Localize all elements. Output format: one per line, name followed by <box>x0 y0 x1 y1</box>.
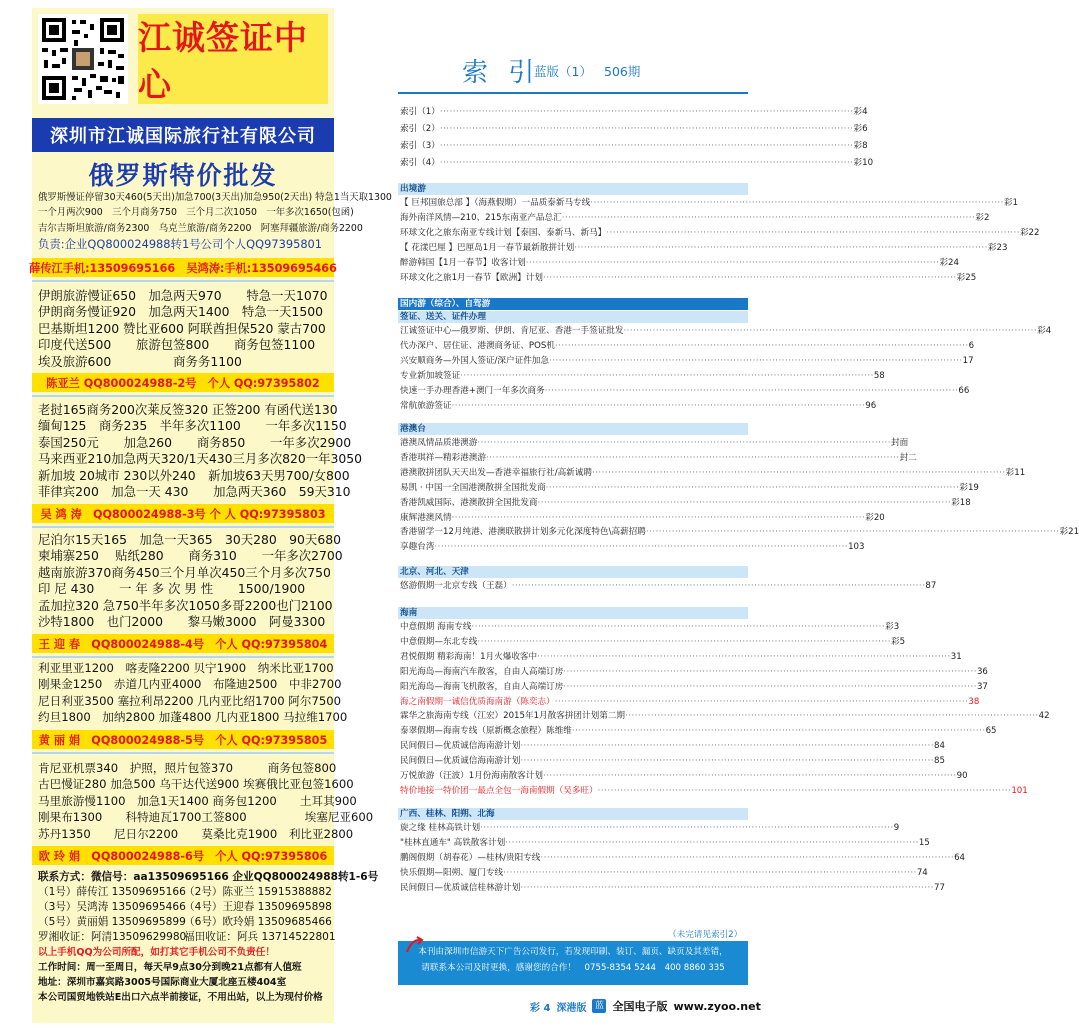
toc-row[interactable]: 民间假日—优质诚信海南游计划 ····· 85 <box>400 755 742 768</box>
contact-text: 黄 丽 娟 QQ800024988-5号 个人 QQ:97395805 <box>38 733 328 747</box>
toc-row[interactable]: 兴安顺商务—外国人签证/深户证件加急 ····· 17 <box>400 355 742 368</box>
section-guangxi: 广西、桂林、阳朔、北海 <box>398 808 748 820</box>
price-line: 柬埔寨250 贴纸280 商务310 一年多次2700 <box>38 548 343 564</box>
toc-row[interactable]: 中意假期—东北专线 ····· 彩5 <box>400 636 742 649</box>
contacts-head: 联系方式：微信号：aa13509695166 企业QQ800024988转1-6号 <box>38 871 379 883</box>
index-title: 索 引 <box>462 58 541 88</box>
toc-row[interactable]: 港澳凤情品质港澳游 ····· 封面 <box>400 437 742 450</box>
price-line: 吉尔吉斯坦旅游/商务2300 乌克兰旅游/商务2200 阿塞拜疆旅游/商务2200 <box>38 222 363 234</box>
toc-row[interactable]: "桂林直通车" 高铁散客计划 ····· 15 <box>400 837 742 850</box>
toc-row[interactable]: 霖华之旅海南专线（江宏）2015年1月散客拼团计划第二期 ····· 42 <box>400 710 742 723</box>
toc-guangxi <box>400 822 966 895</box>
toc-row[interactable]: 易凯 · 中国一全国港澳散拼全国批发商 ····· 彩19 <box>400 482 742 495</box>
contact-text: 王 迎 春 QQ800024988-4号 个人 QQ:97395804 <box>38 637 328 651</box>
contact-text: 薛传江手机:13509695166 吴鸿涛:手机:13509695466 <box>29 261 337 275</box>
contact-bar-2 <box>32 373 334 392</box>
price-line: 苏丹1350 尼日尔2200 莫桑比克1900 利比亚2800 <box>38 826 354 841</box>
contact-text: 欧 玲 娟 QQ800024988-6号 个人 QQ:97395806 <box>38 849 328 863</box>
toc-row[interactable]: 海外南洋风情—210、215东南亚产品总汇 ····· 彩2 <box>400 212 742 225</box>
toc-outbound <box>400 197 1040 284</box>
brand-box <box>138 14 328 104</box>
contact-bar-5 <box>32 730 334 749</box>
page-footer <box>530 998 761 1014</box>
toc-row[interactable]: 索引（3） ····· 彩8 <box>400 140 742 153</box>
price-line: 尼泊尔15天165 加急一天365 30天280 90天680 <box>38 532 341 547</box>
price-line: 巴基斯坦1200 赞比亚600 阿联酋担保520 蒙古700 <box>38 320 326 336</box>
toc-row[interactable]: 君悦假期 精彩海南！1月火爆收客中 ····· 31 <box>400 651 742 664</box>
section-domestic: 国内游（综合）、自驾游 <box>398 298 748 310</box>
toc-row[interactable]: 索引（1） ····· 彩4 <box>400 106 742 119</box>
toc-row[interactable]: 旋之缘 桂林高铁计划 ····· 9 <box>400 822 742 835</box>
toc-row[interactable]: 阳光海岛—海南汽车散客，自由人高端订房 ····· 36 <box>400 666 742 679</box>
brand-title: 江诚签证中心 <box>138 18 308 104</box>
price-line: 伊朗商务慢证920 加急两天1400 特急一天1500 <box>38 304 323 320</box>
notice-line: 本公司国贸地铁站E出口六点半前接证，不用出站，以上为现付价格 <box>38 992 323 1003</box>
section-north: 北京、河北、天津 <box>398 566 748 578</box>
toc-row[interactable]: 环球文化之旅东南亚专线计划【泰国、泰新马、新马】 ····· 彩22 <box>400 227 742 240</box>
toc-row-highlight[interactable]: 海之南假期一诚信优质海南游（陈奕志） ····· 38 <box>400 696 742 709</box>
section-outbound: 出境游 <box>398 183 748 195</box>
contact-row: （1号）薛传江 13509695166 （2号）陈亚兰 15915388882 <box>38 886 332 898</box>
continued-note: （未完请见索引2） <box>668 930 743 940</box>
toc-row[interactable]: 醉游韩国【1月一春节】收客计划 ····· 彩24 <box>400 257 742 270</box>
divider <box>32 752 334 754</box>
toc-hainan <box>400 621 1050 798</box>
contact-list <box>38 870 379 1005</box>
notice-line: 地址：深圳市嘉宾路3005号国际商业大厦北座五楼404室 <box>38 977 287 988</box>
toc-hkmacau <box>400 437 1079 554</box>
contact-bar-4 <box>32 634 334 653</box>
index-issue: 506期 <box>604 64 641 79</box>
africa-prices <box>38 660 348 726</box>
toc-row[interactable]: 民间假日—优质诚信桂林游计划 ····· 77 <box>400 882 742 895</box>
section-hainan: 海南 <box>398 607 748 619</box>
qr-code <box>38 14 128 104</box>
price-line: 印度代送500 旅游包签800 商务包签1100 <box>38 337 316 353</box>
notice-line: 工作时间：周一至周日，每天早9点30分到晚21点都有人值班 <box>38 962 302 973</box>
price-line: 印 尼 430 一 年 多 次 男 性 1500/1900 <box>38 581 306 597</box>
toc-row[interactable]: 专业新加坡签证 ····· 58 <box>400 370 742 383</box>
toc-row[interactable]: 索引（4） ····· 彩10 <box>400 157 742 170</box>
price-line: 菲律宾200 加急一天 430 加急两天360 59天310 <box>38 484 351 500</box>
toc-row[interactable]: 港澳散拼团队天天出发—香港幸福旅行社/高新诚聘 ····· 彩11 <box>400 467 742 480</box>
contact-row: （5号）黄丽娟 13509695899 （6号）欧玲娟 13509685466 <box>38 916 332 928</box>
price-line: 缅甸125 商务235 半年多次1100 一年多次1150 <box>38 418 347 434</box>
toc-row[interactable]: 【 花漾巴厘 】巴厘岛1月一春节最新散拼计划 ····· 彩23 <box>400 242 742 255</box>
toc-row[interactable]: 鹏阁假期（胡春花）—桂林/贵阳专线 ····· 64 <box>400 852 742 865</box>
price-line: 俄罗斯慢证停留30天460(5天出)加急700(3天出)加急950(2天出) 特急1当天取1300 <box>38 192 392 203</box>
divider <box>32 526 334 528</box>
section-visa: 签证、送关、证件办理 <box>398 311 748 323</box>
contact-row: 罗湘收证：阿清13509629980 福田收证：阿兵 13714522801 <box>38 931 336 943</box>
toc-row[interactable]: 江诚签证中心—俄罗斯、伊朗、肯尼亚、香港一手签证批发 ····· 彩4 <box>400 325 742 338</box>
price-line: 肯尼亚机票340 护照，照片包签370 商务包签800 <box>38 761 337 775</box>
toc-row[interactable]: 索引（2） ····· 彩6 <box>400 123 742 136</box>
toc-row[interactable]: 民间假日—优质诚信海南游计划 ····· 84 <box>400 740 742 753</box>
contact-text: 陈亚兰 QQ800024988-2号 个人 QQ:97395802 <box>46 376 320 390</box>
company-bar <box>32 118 334 152</box>
toc-row[interactable]: 万悦旅游（汪波）1月份海南散客计划 ····· 90 <box>400 770 742 783</box>
toc-row-highlight[interactable]: 特价地接一特价团一最点全包一海南假期（吴多旺） ····· 101 <box>400 785 742 798</box>
contact-row: （3号）吴鸿涛 13509695466 （4号）王迎春 13509695898 <box>38 901 332 913</box>
kenya-prices <box>38 760 374 842</box>
toc-row[interactable]: 环球文化之旅1月一春节【欧洲】计划 ····· 彩25 <box>400 272 742 285</box>
footer-notice-line: 本刊由深圳市信游天下广告公司发行，若发现印刷、装订、漏页、缺页及其差错， <box>418 947 728 957</box>
price-line: 马来西亚210加急两天320/1天430三月多次820一年3050 <box>38 451 363 467</box>
blue-badge: 蓝 <box>592 999 606 1013</box>
footer-notice-line: 请联系本公司及时更换，感谢您的合作！ 0755-8354 5244 400 8860 335 <box>421 963 725 973</box>
company-name: 深圳市江诚国际旅行社有限公司 <box>50 126 316 147</box>
toc-row[interactable]: 快速一手办理香港+澳门一年多次商务 ····· 66 <box>400 385 742 398</box>
index-subtitle: 蓝版（1） <box>534 64 592 79</box>
price-line: 一个月两次900 三个月商务750 三个月二次1050 一年多次1650(包函) <box>38 207 354 219</box>
divider <box>32 280 334 282</box>
price-line: 孟加拉320 急750半年多次1050多哥2200也门2100 <box>38 597 333 613</box>
toc-row[interactable]: 享趣台湾 ····· 103 <box>400 541 742 554</box>
iran-prices <box>38 288 330 370</box>
toc-top <box>400 106 874 170</box>
toc-row[interactable]: 快乐假期—阳朔、厦门专线 ····· 74 <box>400 867 742 880</box>
price-line: 伊朗旅游慢证650 加急两天970 特急一天1070 <box>38 288 328 303</box>
toc-row[interactable]: 泰翠假期—海南专线（原新概念旅程）陈维维 ····· 65 <box>400 725 742 738</box>
notice-line: 以上手机QQ为公司所配，如打其它手机公司不负责任！ <box>38 947 275 958</box>
national-edition: 全国电子版 <box>612 1000 668 1013</box>
divider <box>32 656 334 658</box>
toc-row[interactable]: 常航旅游签证 ····· 96 <box>400 400 742 413</box>
section-hkmacau: 港澳台 <box>398 423 748 435</box>
price-line: 越南旅游370商务450三个月单次450三个月多次750 <box>38 564 331 580</box>
laos-prices <box>38 402 363 500</box>
russia-prices <box>38 190 392 253</box>
contact-text: 吴 鸿 涛 QQ800024988-3号 个 人 QQ:97395803 <box>40 507 326 521</box>
contact-bar-3 <box>32 504 334 523</box>
toc-row[interactable]: 【 巨邦国旅总部 】（海燕假期）一品质泰新马专线 ····· 彩1 <box>400 197 742 210</box>
price-line: 刚果布1300 科特迪瓦1700工签800 埃塞尼亚600 <box>38 810 374 825</box>
price-line: 古巴慢证280 加急500 乌干达代送900 埃赛俄比亚包签1600 <box>38 777 354 792</box>
price-line: 尼日利亚3500 塞拉利昂2200 几内亚比绍1700 阿尔7500 <box>38 693 341 708</box>
toc-row[interactable]: 中意假期 海南专线 ····· 彩3 <box>400 621 742 634</box>
toc-row[interactable]: 代办深户、居住证、港澳商务证、POS机 ····· 6 <box>400 340 742 353</box>
toc-row[interactable]: 悠游假期一北京专线（王磊） ····· 87 <box>400 580 742 593</box>
divider <box>32 395 334 397</box>
visa-ad-panel <box>29 8 392 1023</box>
price-line: 泰国250元 加急260 商务850 一年多次2900 <box>38 434 352 450</box>
nepal-prices <box>38 532 343 630</box>
slogan: 俄罗斯特价批发 <box>88 161 278 190</box>
price-line: 新加坡 20城市 230以外240 新加坡63天男700/女800 <box>38 467 350 483</box>
owner-line: 负责:企业QQ800024988转1号公司个人QQ97395801 <box>38 237 323 252</box>
price-line: 利亚里亚1200 喀麦隆2200 贝宁1900 纳米比亚1700 <box>38 661 334 675</box>
contact-bar-1 <box>29 258 337 277</box>
toc-row[interactable]: 康辉港澳风情 ····· 彩20 <box>400 512 742 525</box>
toc-visa <box>400 325 1052 412</box>
toc-row[interactable]: 阳光海岛—海南飞机散客，自由人高端订房 ····· 37 <box>400 681 742 694</box>
contact-bar-6 <box>32 846 334 865</box>
edition-label: 深港版 <box>556 1002 587 1014</box>
toc-row[interactable]: 香港凯威国际、港澳散拼全国批发商 ····· 彩18 <box>400 497 742 510</box>
price-line: 埃及旅游600 商务务1100 <box>38 353 242 369</box>
toc-row[interactable]: 香港琪祥—精彩港澳游 ····· 封二 <box>400 452 742 465</box>
page-number: 彩 4 <box>530 1002 551 1014</box>
toc-north <box>400 580 937 593</box>
toc-row[interactable]: 香港留学一12月纯港、港澳联散拼计划多元化深度特色\高薪招聘 ····· 彩21 <box>400 526 742 539</box>
price-line: 约旦1800 加纳2800 加蓬4800 几内亚1800 马拉维1700 <box>38 710 348 725</box>
price-line: 老挝165商务200次莱反签320 正签200 有函代送130 <box>38 402 338 417</box>
price-line: 沙特1800 也门2000 黎马嫩3000 阿曼3300 <box>38 614 326 630</box>
price-line: 刚果金1250 赤道几内亚4000 布隆迪2500 中非2700 <box>38 677 342 692</box>
website-link[interactable]: www.zyoo.net <box>673 999 761 1013</box>
price-line: 马里旅游慢1100 加急1天1400 商务包1200 土耳其900 <box>38 793 357 808</box>
title-rule <box>398 92 748 94</box>
